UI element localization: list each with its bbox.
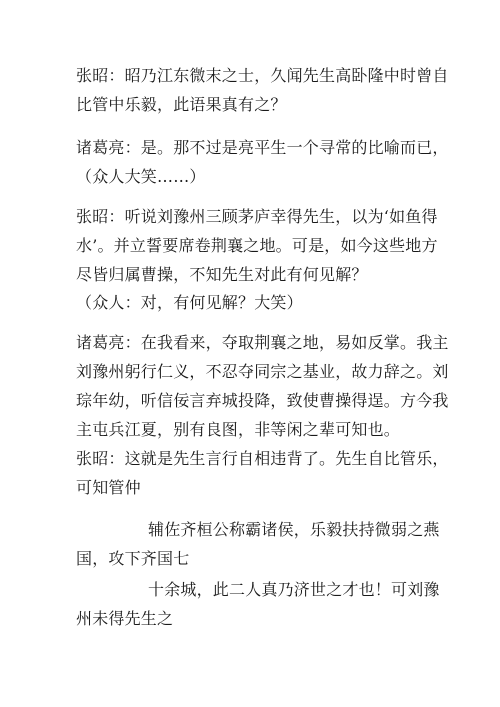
paragraph-continuation-1 bbox=[76, 515, 440, 573]
text-line: 张昭：昭乃江东微末之士，久闻先生高卧隆中时曾自 bbox=[76, 66, 449, 85]
paragraph-zhugeliang-1 bbox=[76, 133, 449, 162]
text-line: 州未得先生之 bbox=[76, 609, 174, 628]
paragraph-continuation-2 bbox=[76, 575, 440, 633]
paragraph-zhugeliang-2 bbox=[76, 328, 449, 444]
paragraph-zhangzhao-1 bbox=[76, 61, 449, 119]
text-line: 尽皆归属曹操，不知先生对此有何见解？ bbox=[76, 265, 368, 284]
text-line: 诸葛亮：是。那不过是亮平生一个寻常的比喻而已， bbox=[76, 138, 449, 157]
text-line: （众人：对，有何见解？大笑） bbox=[76, 293, 303, 312]
text-line: 十余城，此二人真乃济世之才也！可刘豫 bbox=[148, 580, 440, 599]
text-line: 张昭：听说刘豫州三顾茅庐幸得先生，以为‘如鱼得 bbox=[76, 207, 438, 226]
text-line: （众人大笑……） bbox=[76, 167, 206, 186]
text-line: 张昭：这就是先生言行自相违背了。先生自比管乐， bbox=[76, 449, 449, 468]
paragraph-zhangzhao-3 bbox=[76, 444, 449, 502]
text-line: 诸葛亮：在我看来，夺取荆襄之地，易如反掌。我主 bbox=[76, 333, 449, 352]
text-line: 水’。并立誓要席卷荆襄之地。可是，如今这些地方 bbox=[76, 236, 438, 255]
text-line: 国，攻下齐国七 bbox=[76, 549, 190, 568]
text-line: 琮年幼，听信佞言弃城投降，致使曹操得逞。方今我 bbox=[76, 391, 449, 410]
text-line: 刘豫州躬行仁义，不忍夺同宗之基业，故力辞之。刘 bbox=[76, 362, 449, 381]
paragraph-stage-direction-1 bbox=[76, 162, 436, 191]
text-line: 比管中乐毅，此语果真有之？ bbox=[76, 95, 287, 114]
paragraph-zhangzhao-2 bbox=[76, 202, 436, 289]
text-line: 主屯兵江夏，别有良图，非等闲之辈可知也。 bbox=[76, 420, 401, 439]
text-line: 辅佐齐桓公称霸诸侯，乐毅扶持微弱之燕 bbox=[148, 520, 440, 539]
text-line: 可知管仲 bbox=[76, 478, 141, 497]
paragraph-stage-direction-2 bbox=[76, 288, 436, 317]
